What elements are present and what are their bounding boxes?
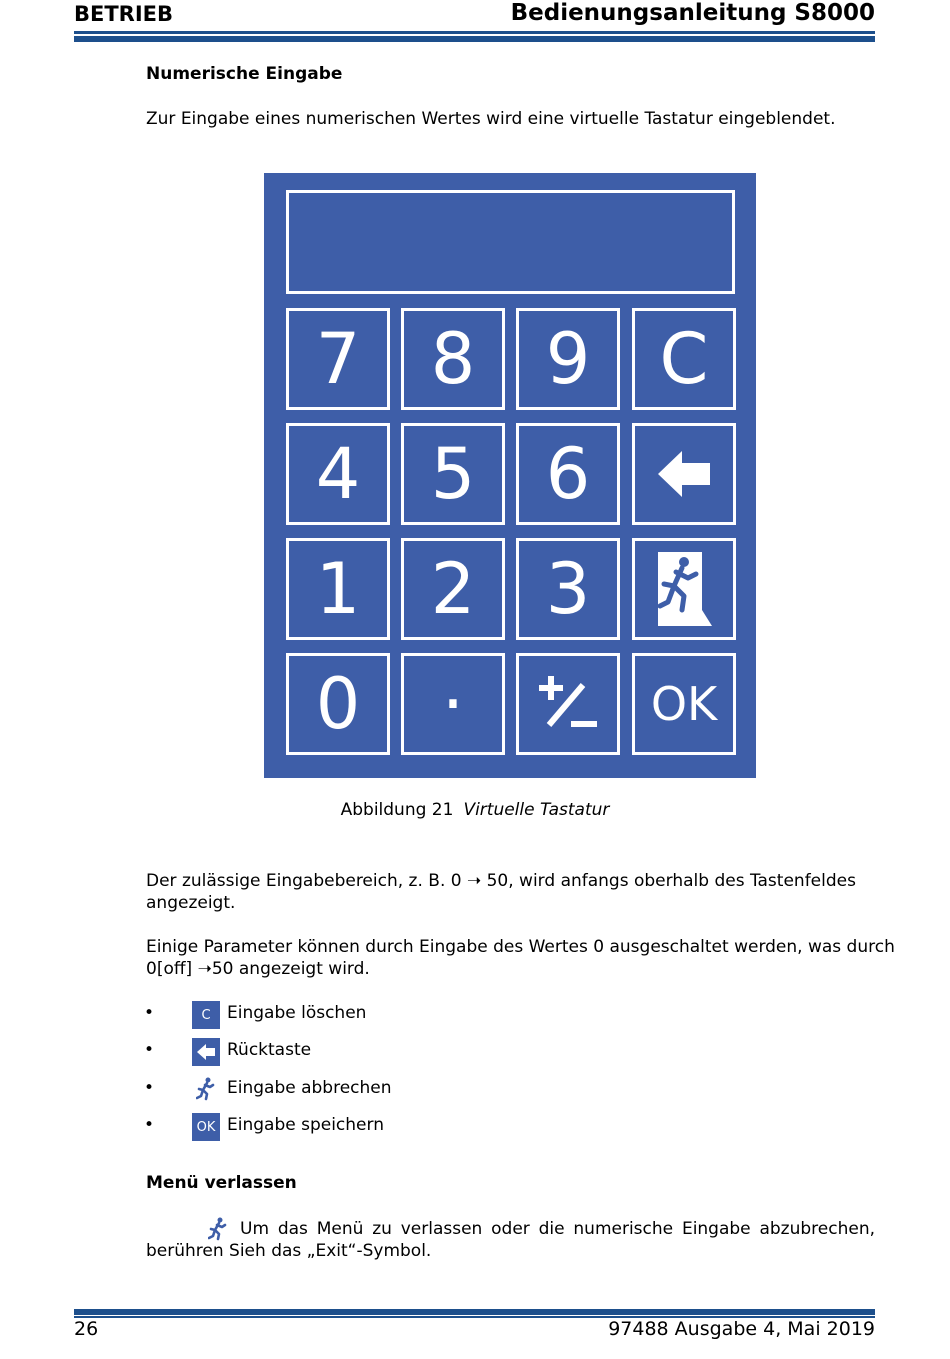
footer-rule xyxy=(74,1309,875,1318)
off-line-1: Einige Parameter können durch Eingabe des Wertes 0 ausgeschaltet werden, was durch xyxy=(146,937,895,957)
key-decimal[interactable]: · xyxy=(401,653,505,755)
plus-minus-icon xyxy=(535,673,601,735)
key-2[interactable]: 2 xyxy=(401,538,505,640)
legend-label-ok: Eingabe speichern xyxy=(227,1115,384,1135)
key-exit[interactable] xyxy=(632,538,736,640)
key-plus-minus[interactable] xyxy=(516,653,620,755)
range-line-1: Der zulässige Eingabebereich, z. B. 0 ➝ 50, wird anfangs oberhalb des Tastenfeldes xyxy=(146,871,856,891)
virtual-keyboard xyxy=(264,173,756,778)
legend-label-backspace: Rücktaste xyxy=(227,1040,312,1060)
section-label: BETRIEB xyxy=(74,2,174,26)
key-clear[interactable]: C xyxy=(632,308,736,410)
arrow-left-icon xyxy=(658,451,710,497)
key-backspace[interactable] xyxy=(632,423,736,525)
arrow-left-icon xyxy=(192,1038,220,1066)
key-ok[interactable]: OK xyxy=(632,653,736,755)
key-7[interactable]: 7 xyxy=(286,308,390,410)
caption-title: Virtuelle Tastatur xyxy=(463,800,610,820)
clear-icon: C xyxy=(192,1001,220,1029)
exit-running-man-icon xyxy=(192,1075,220,1103)
key-8[interactable]: 8 xyxy=(401,308,505,410)
key-3[interactable]: 3 xyxy=(516,538,620,640)
bullet: • xyxy=(144,1115,155,1135)
key-6[interactable]: 6 xyxy=(516,423,620,525)
figure-caption xyxy=(0,800,950,820)
bullet: • xyxy=(144,1078,155,1098)
page-number: 26 xyxy=(74,1318,99,1340)
off-line-2: 0[off] ➝50 angezeigt wird. xyxy=(146,959,370,979)
legend-label-exit: Eingabe abbrechen xyxy=(227,1078,392,1098)
header-rule xyxy=(74,31,875,43)
bullet: • xyxy=(144,1003,155,1023)
off-paragraph xyxy=(146,936,895,980)
exit-line-1: Um das Menü zu verlassen oder die numerische Eingabe abzubrechen, xyxy=(240,1219,875,1239)
legend-label-clear: Eingabe löschen xyxy=(227,1003,367,1023)
range-line-2: angezeigt. xyxy=(146,893,236,913)
edition-info: 97488 Ausgabe 4, Mai 2019 xyxy=(608,1318,875,1340)
key-4[interactable]: 4 xyxy=(286,423,390,525)
key-1[interactable]: 1 xyxy=(286,538,390,640)
key-9[interactable]: 9 xyxy=(516,308,620,410)
caption-label: Abbildung 21 xyxy=(340,800,454,820)
numeric-intro: Zur Eingabe eines numerischen Wertes wird eine virtuelle Tastatur eingeblendet. xyxy=(146,109,836,129)
exit-running-man-icon xyxy=(204,1215,232,1243)
ok-icon: OK xyxy=(192,1113,220,1141)
range-paragraph xyxy=(146,870,856,914)
exit-heading: Menü verlassen xyxy=(146,1173,297,1193)
exit-running-man-icon xyxy=(654,550,714,628)
document-title: Bedienungsanleitung S8000 xyxy=(510,0,875,26)
key-5[interactable]: 5 xyxy=(401,423,505,525)
keyboard-display xyxy=(286,190,735,294)
bullet: • xyxy=(144,1040,155,1060)
key-0[interactable]: 0 xyxy=(286,653,390,755)
numeric-heading: Numerische Eingabe xyxy=(146,64,343,84)
exit-line-2: berühren Sieh das „Exit“-Symbol. xyxy=(146,1241,432,1261)
